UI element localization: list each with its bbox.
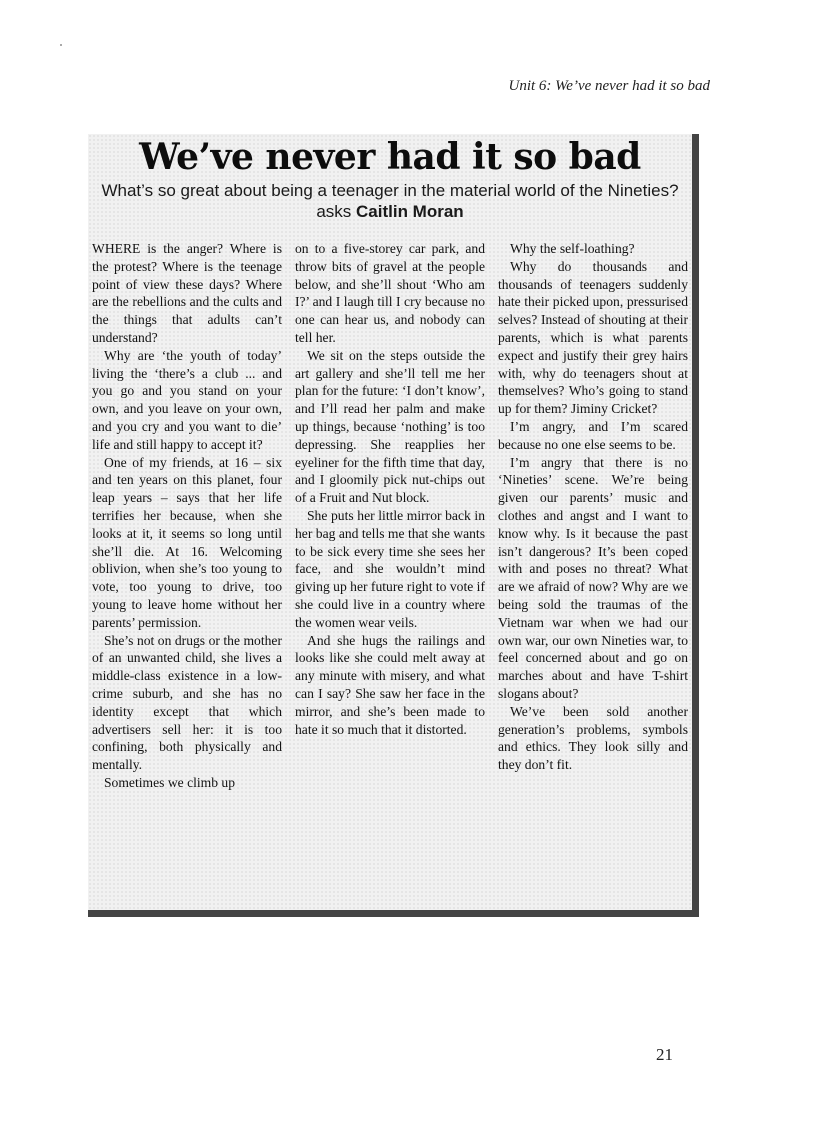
column-1: [92, 240, 282, 900]
column-2: [295, 240, 485, 900]
paragraph: Why are ‘the youth of today’ living the ‘there’s a club ... and you go and you stand on your own, and you leave on your own, and you cry and you want to die’ life and still happy to accept it?: [92, 347, 282, 452]
paragraph: We sit on the steps outside the art gallery and she’ll tell me her plan for the future: ‘I don’t know’, and I’ll read her palm and make up things, because ‘nothing’ is too depressing. She reapplies her eyeliner for the fifth time that day, and I gloomily pick nut-chips out of a Fruit and Nut block.: [295, 347, 485, 506]
paragraph: I’m angry that there is no ‘Nineties’ scene. We’re being given our parents’ music and clothes and angst and I want to know why. Is it because the past isn’t dangerous? It’s been coped with and poses no threat? What are we afraid of now? Why are we being sold the traumas of the Vietnam war when we had our own war, our own Nineties war, to feel concerned about and go on marches about and have T-shirt slogans about?: [498, 454, 688, 701]
article-box: [88, 134, 699, 917]
subhead-text: What’s so great about being a teenager in the material world of the Nineties? asks: [101, 181, 679, 221]
paragraph: We’ve been sold another generation’s problems, symbols and ethics. They look silly and they don’t fit.: [498, 703, 688, 773]
paragraph: Why the self-loathing?: [510, 241, 635, 256]
page-number: 21: [656, 1045, 673, 1064]
paragraph: One of my friends, at 16 – six and ten years on this planet, four leap years – says that her life terrifies her because, when she looks at it, it seems so long until she’ll die. At 16. Welcoming oblivion, when she’s too young to vote, too young to drive, too young to leave home without her parents’ permission.: [92, 454, 282, 630]
unit-header: Unit 6: We’ve never had it so bad: [508, 78, 710, 94]
article-columns: [92, 240, 688, 900]
byline: Caitlin Moran: [356, 202, 464, 221]
headline: We’ve never had it so bad: [139, 136, 641, 178]
subhead: [98, 180, 682, 222]
paragraph: And she hugs the railings and looks like she could melt away at any minute with misery, and what can I say? She saw her face in the mirror, and she’s been made to hate it so much that it distorted.: [295, 632, 485, 737]
paragraph: on to a five-storey car park, and throw bits of gravel at the people below, and she’ll shout ‘Who am I?’ and I laugh till I cry because no one can hear us, and nobody can tell her.: [295, 241, 485, 345]
paragraph: She puts her little mirror back in her bag and tells me that she wants to be sick every time she sees her face, and she wouldn’t mind giving up her future right to vote if she could live in a country where the women wear veils.: [295, 507, 485, 630]
column-3: [498, 240, 688, 900]
stray-mark: [60, 44, 62, 46]
paragraph: She’s not on drugs or the mother of an unwanted child, she lives a middle-class existence in a low-crime suburb, and she has no identity except that which advertisers sell her: it is too confining, both physically and mentally.: [92, 632, 282, 773]
paragraph: Why do thousands and thousands of teenagers suddenly hate their picked upon, pressurised selves? Instead of shouting at their parents, which is what parents expect and justify their grey hairs with, why do teenagers shout at themselves? Who’s going to stand up for them? Jiminy Cricket?: [498, 258, 688, 417]
paragraph: I’m angry, and I’m scared because no one else seems to be.: [498, 418, 688, 452]
paragraph: WHERE is the anger? Where is the protest? Where is the teenage point of view these days? Where are the rebellions and the cults and the things that adults can’t understand?: [92, 241, 282, 345]
paragraph: Sometimes we climb up: [104, 774, 236, 790]
